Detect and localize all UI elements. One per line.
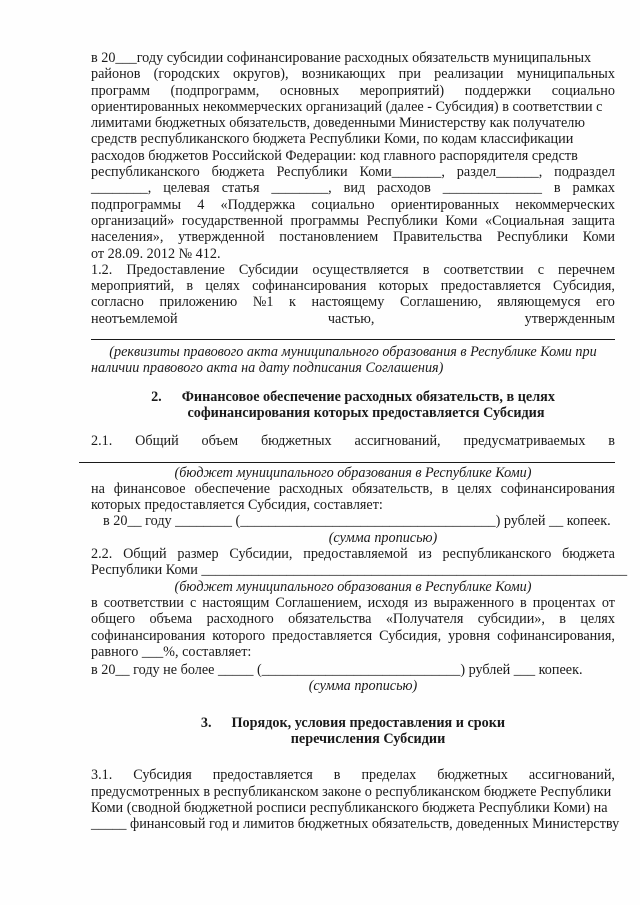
word: возникающих <box>301 66 386 83</box>
section-2-number: 2. <box>151 388 162 405</box>
word: в <box>608 433 615 450</box>
text-line <box>91 481 615 497</box>
text-line <box>91 213 615 229</box>
word: целевая <box>163 180 210 197</box>
word: «Социальная <box>485 212 565 229</box>
text-line: Коми (сводной бюджетной росписи республиканского бюджета Республики Коми) на <box>91 799 608 816</box>
sum-line-2: в 20__ году не более _____ (____________________________) рублей ___ копеек. <box>91 662 583 679</box>
paragraph-1-1 <box>91 50 615 262</box>
word: Общий <box>123 546 167 563</box>
word: бюджета <box>562 546 615 563</box>
word: ассигнований, <box>528 767 615 784</box>
requisites-note-2: наличии правового акта на дату подписания Соглашения) <box>91 360 444 377</box>
word: в <box>559 611 566 628</box>
word: от <box>601 594 615 611</box>
word: организаций» <box>91 212 175 229</box>
text-line <box>91 294 615 310</box>
word: его <box>596 294 615 311</box>
section-3-heading <box>91 715 615 731</box>
word: софинансирования <box>500 480 615 497</box>
text-line <box>91 180 615 196</box>
text-line: которых предоставляется Субсидия, составляет: <box>91 497 383 514</box>
word: подраздел <box>554 164 615 181</box>
word: обязательств, <box>351 480 433 497</box>
text-line <box>91 66 615 82</box>
word: Коми_______, <box>359 164 445 181</box>
section-2-title-line-2: софинансирования которых предоставляется Субсидия <box>187 404 545 421</box>
word: вид <box>343 180 366 197</box>
word: софинансирования, <box>497 627 615 644</box>
word: бюджетных <box>437 767 508 784</box>
word: Правительства <box>392 229 483 246</box>
word: Предоставление <box>126 261 225 278</box>
document-page <box>91 50 628 833</box>
word: в <box>186 278 194 295</box>
word: утвержденной <box>178 229 265 246</box>
word: Республики <box>366 212 438 229</box>
word: мероприятий) <box>359 82 445 99</box>
word: при <box>398 66 421 83</box>
word: расходных <box>278 480 344 497</box>
word: Субсидии <box>238 261 299 278</box>
word: округов), <box>233 66 289 83</box>
text-line: от 28.09. 2012 № 412. <box>91 245 221 262</box>
word: обеспечение <box>194 480 270 497</box>
word: предусматриваемых <box>463 433 586 450</box>
text-line <box>91 767 615 783</box>
word: Коми <box>582 229 615 246</box>
word: общего <box>91 611 136 628</box>
section-3-title-line-1: Порядок, условия предоставления и сроки <box>231 714 506 731</box>
text-line <box>91 83 615 99</box>
word: Субсидия, <box>379 627 442 644</box>
text-line: равного ___%, составляет: <box>91 643 252 660</box>
word: Общий <box>135 433 179 450</box>
word: финансовое <box>113 480 186 497</box>
word: выраженного <box>433 594 514 611</box>
word: ________, <box>271 180 332 197</box>
word: целях <box>457 480 492 497</box>
word: ________, <box>91 180 152 197</box>
word: неотъемлемой <box>91 310 178 327</box>
word: Субсидия, <box>552 278 615 295</box>
text-line <box>91 433 615 449</box>
word: Соглашению, <box>399 294 482 311</box>
word: утвержденным <box>524 310 615 327</box>
text-line <box>91 229 615 245</box>
text-line <box>91 628 615 644</box>
word: из <box>418 546 432 563</box>
word: которого <box>212 627 266 644</box>
word: раздел______, <box>456 164 543 181</box>
section-3-title-line-2: перечисления Субсидии <box>290 730 446 747</box>
paragraph-3-1 <box>91 767 620 833</box>
word: объем <box>201 433 239 450</box>
word: 1.2. <box>91 261 113 278</box>
budget-note-2: (бюджет муниципального образования в Республике Коми) <box>174 578 532 595</box>
word: ______________ <box>442 180 543 197</box>
signature-line <box>91 327 615 340</box>
word: подпрограммы <box>91 196 181 213</box>
word: (подпрограмм, <box>170 82 260 99</box>
word: пределах <box>361 767 417 784</box>
word: предоставляется <box>272 627 373 644</box>
word: республиканского <box>442 546 552 563</box>
word: софинансирования <box>91 627 206 644</box>
word: исходя <box>367 594 409 611</box>
word: перечнем <box>558 261 615 278</box>
text-line <box>91 164 615 180</box>
word: 4 <box>197 196 205 213</box>
word: в <box>333 767 341 784</box>
word: Субсидии, <box>229 546 293 563</box>
word: (городских <box>153 66 220 83</box>
word: согласно <box>91 294 144 311</box>
word: размер <box>177 546 219 563</box>
text-line <box>91 278 615 294</box>
word: статья <box>221 180 260 197</box>
text-line <box>91 262 615 278</box>
sum-note-2: (сумма прописью) <box>308 678 418 695</box>
text-line <box>91 197 615 213</box>
word: с <box>537 261 544 278</box>
word: предоставляется <box>440 278 541 295</box>
word: рамках <box>572 180 615 197</box>
word: населения», <box>91 229 164 246</box>
word: приложению <box>159 294 238 311</box>
word: софинансирования <box>252 278 367 295</box>
word: республиканского <box>91 164 200 181</box>
word: Субсидия <box>133 767 192 784</box>
paragraph-1-2 <box>91 262 615 327</box>
text-line <box>91 311 615 327</box>
section-2-heading <box>91 389 615 405</box>
word: муниципальных <box>516 66 615 83</box>
sum-note-1: (сумма прописью) <box>328 529 438 546</box>
word: государственной <box>181 212 283 229</box>
paragraph-2-1 <box>91 433 615 449</box>
word: в <box>553 180 561 197</box>
text-line: расходов бюджетов Российской Федерации: код главного распорядителя средств <box>91 147 578 164</box>
word: районов <box>91 66 141 83</box>
word: обязательства <box>288 611 372 628</box>
sum-line-1: в 20__ году ________ (____________________________________) рублей __ копеек. <box>103 513 611 530</box>
word: в <box>520 594 527 611</box>
word: социально <box>311 196 375 213</box>
word: осуществляется <box>312 261 409 278</box>
text-line: Республики Коми ____________________________________________________________ <box>91 562 628 579</box>
word: уровня <box>448 627 491 644</box>
word: Республики <box>496 229 569 246</box>
word: с <box>189 594 197 611</box>
word: настоящим <box>202 594 270 611</box>
budget-blank-line-1 <box>79 450 615 463</box>
word: ассигнований, <box>354 433 441 450</box>
budget-note-1: (бюджет муниципального образования в Республике Коми) <box>174 464 532 481</box>
word: программ <box>91 82 150 99</box>
word: основных <box>279 82 340 99</box>
word: соответствии <box>443 261 524 278</box>
word: реализации <box>434 66 504 83</box>
word: 3.1. <box>91 767 113 784</box>
word: соответствии <box>103 594 184 611</box>
word: в <box>91 594 98 611</box>
section-2-title-line-1: Финансовое обеспечение расходных обязательств, в целях <box>181 388 555 405</box>
text-line <box>91 595 615 611</box>
word: 2.2. <box>91 546 113 563</box>
word: целях <box>580 611 615 628</box>
word: к <box>289 294 296 311</box>
word: субсидии», <box>477 611 545 628</box>
word: 2.1. <box>91 433 113 450</box>
word: процентах <box>532 594 596 611</box>
word: в <box>441 480 449 497</box>
word: некоммерческих <box>515 196 615 213</box>
text-line: ориентированных некоммерческих организаций (далее - Субсидия) в соответствии с <box>91 98 603 115</box>
word: Соглашением, <box>275 594 362 611</box>
text-line: лимитами бюджетных обязательств, доведенными Министерству как получателю <box>91 115 585 132</box>
paragraph-2-2-cont <box>91 595 615 660</box>
word: программы <box>290 212 359 229</box>
word: являющемуся <box>497 294 581 311</box>
word: предоставляется <box>212 767 313 784</box>
word: Коми <box>445 212 478 229</box>
text-line: в 20___году субсидии софинансирование расходных обязательств муниципальных <box>91 50 592 66</box>
word: на <box>91 480 105 497</box>
word: мероприятий, <box>91 278 175 295</box>
word: защита <box>571 212 615 229</box>
paragraph-2-1-cont <box>91 481 615 514</box>
word: поддержки <box>464 82 532 99</box>
word: в <box>422 261 430 278</box>
word: постановлением <box>279 229 379 246</box>
text-line: предусмотренных в республиканском законе о республиканском бюджете Республики <box>91 783 612 800</box>
paragraph-2-2 <box>91 546 628 579</box>
word: настоящему <box>311 294 385 311</box>
word: Республики <box>276 164 348 181</box>
word: социально <box>551 82 615 99</box>
word: бюджетных <box>260 433 332 450</box>
text-line: средств республиканского бюджета Республики Коми, по кодам классификации <box>91 131 574 148</box>
word: бюджета <box>211 164 265 181</box>
word: №1 <box>252 294 274 311</box>
word: которых <box>378 278 429 295</box>
word: объема <box>149 611 193 628</box>
word: целях <box>205 278 240 295</box>
word: частью, <box>327 310 375 327</box>
text-line: _____ финансовый год и лимитов бюджетных обязательств, доведенных Министерству <box>91 816 620 833</box>
word: предоставляемой <box>303 546 408 563</box>
word: расходного <box>206 611 274 628</box>
word: из <box>414 594 428 611</box>
text-line <box>91 611 615 627</box>
word: «Поддержка <box>220 196 296 213</box>
section-3-number: 3. <box>200 714 212 731</box>
word: ориентированных <box>390 196 500 213</box>
text-line <box>91 546 615 562</box>
word: «Получателя <box>385 611 464 628</box>
requisites-note-1: (реквизиты правового акта муниципального образования в Республике Коми при <box>109 344 597 361</box>
word: расходов <box>377 180 431 197</box>
